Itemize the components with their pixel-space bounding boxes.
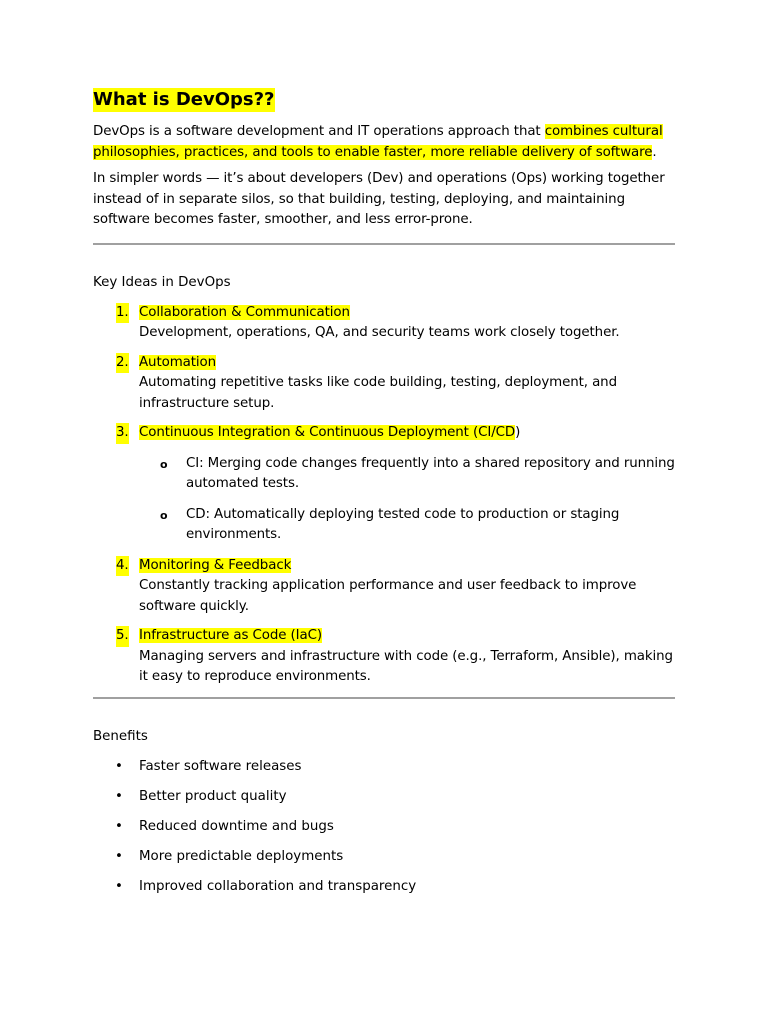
key-idea-title-suffix: ): [515, 425, 521, 440]
bullet-icon: •: [115, 818, 123, 834]
intro-paragraph-1: [93, 122, 675, 163]
benefits-heading: Benefits: [93, 728, 148, 744]
sub-list-item: [139, 454, 675, 495]
key-idea-item: [93, 423, 675, 546]
ci-cd-sub-list: [139, 454, 675, 546]
intro-highlight: combines cultural philosophies, practices, and tools to enable faster, more reliable delivery of software: [93, 124, 663, 160]
benefit-text: Reduced downtime and bugs: [139, 818, 334, 834]
intro-text: DevOps is a software development and IT operations approach that: [93, 124, 545, 139]
bullet-icon: •: [115, 758, 123, 774]
list-number: 2.: [116, 353, 129, 374]
key-idea-description: Development, operations, QA, and security teams work closely together.: [139, 325, 620, 340]
list-number: 4.: [116, 556, 129, 577]
benefit-item: [93, 877, 675, 897]
list-number: 5.: [116, 626, 129, 647]
sub-bullet-icon: o: [160, 508, 168, 522]
intro-paragraph-2: In simpler words — it’s about developers (Dev) and operations (Ops) working together instead of in separate silos, so that building, testing, deploying, and maintaining software becomes faster, smoother, and less error-prone.: [93, 171, 665, 227]
key-idea-item: [93, 303, 675, 344]
key-idea-item: [93, 626, 675, 688]
key-idea-title: Automation: [139, 354, 216, 370]
benefit-item: [93, 757, 675, 777]
sub-item-text: CD: Automatically deploying tested code to production or staging environments.: [186, 506, 620, 542]
benefit-text: More predictable deployments: [139, 848, 344, 864]
list-number: 3.: [116, 423, 129, 444]
list-number: 1.: [116, 303, 129, 324]
sub-list-item: [139, 505, 675, 546]
intro-period: .: [652, 144, 657, 160]
benefit-item: [93, 787, 675, 807]
key-idea-item: [93, 353, 675, 415]
bullet-icon: •: [115, 878, 123, 894]
bullet-icon: •: [115, 848, 123, 864]
key-idea-title: Collaboration & Communication: [139, 304, 350, 320]
benefit-text: Improved collaboration and transparency: [139, 878, 417, 894]
bullet-icon: •: [115, 788, 123, 804]
key-idea-description: Managing servers and infrastructure with code (e.g., Terraform, Ansible), making it easy to reproduce environments.: [139, 648, 673, 684]
key-idea-description: Automating repetitive tasks like code building, testing, deployment, and infrastructure setup.: [139, 375, 617, 411]
horizontal-rule: [93, 243, 675, 245]
sub-item-text: CI: Merging code changes frequently into a shared repository and running automated tests.: [186, 455, 675, 491]
key-idea-title: Continuous Integration & Continuous Deployment (CI/CD: [139, 425, 516, 440]
benefit-text: Better product quality: [139, 788, 287, 804]
document-page: [93, 88, 675, 907]
benefit-text: Faster software releases: [139, 758, 302, 774]
key-ideas-list: [93, 303, 675, 688]
sub-bullet-icon: o: [160, 457, 168, 471]
benefit-item: [93, 817, 675, 837]
key-idea-description: Constantly tracking application performance and user feedback to improve software quickly.: [139, 578, 637, 614]
key-ideas-heading: Key Ideas in DevOps: [93, 274, 231, 290]
key-idea-title: Infrastructure as Code (IaC): [139, 628, 323, 643]
horizontal-rule: [93, 697, 675, 699]
benefits-list: [93, 757, 675, 897]
benefit-item: [93, 847, 675, 867]
document-title: What is DevOps??: [93, 89, 275, 110]
key-idea-title: Monitoring & Feedback: [139, 557, 292, 573]
key-idea-item: [93, 556, 675, 618]
